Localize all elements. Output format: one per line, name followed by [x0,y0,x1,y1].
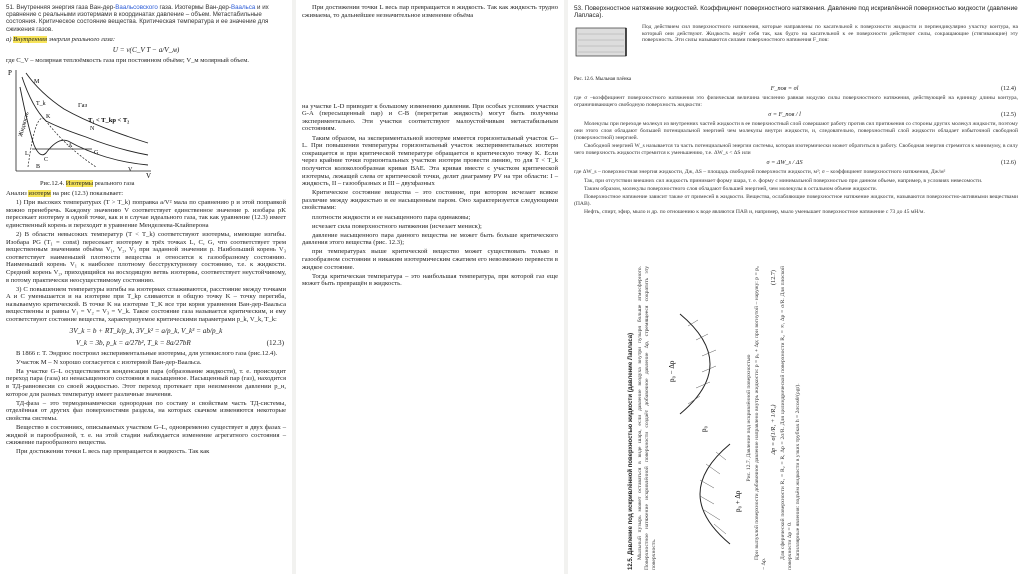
middle-column [296,21,564,288]
region-gas-label: Газ [78,102,88,109]
ambient-pressure-label: p₀ [700,426,709,432]
cv-definition: где C_V – молярная теплоёмкость газа при постоянном объёме; V_м молярный объем. [6,57,250,65]
temperature-relation-label: T₁ < T_kр < T₂ [88,117,130,124]
paragraph: При выпуклой поверхности добавочное давление направлено внутрь жидкости: p = p₀ + Δp; при вогнутой – наружу: p = p₀ − Δp. [754,266,767,570]
point-label-c: C [44,157,49,163]
axis-label-y: P [8,69,12,77]
paragraph: Таким образом, на экспериментальной изотерме имеется горизонтальный участок G–L. При повышении температуры горизонтальный участок экспериментальных изотерм сокращается и при критической температуре обращается в критическую точку K. Если через крайние точки горизонтальных участков изотерм провести линию, то для T < T_k получится колоколообразная кривая BAE. Эта кривая вместе с участком критической изотермы, лежащей слева от критической точки, делит диаграмму PV на три области: I –жидкость, II – газообразных и III – двухфазных [302,134,558,188]
list-item: исчезает сила поверхностного натяжения (исчезает мениск); [312,222,482,230]
point-label-n: N [90,126,95,132]
region-liquid-label: Жидкость [18,111,31,138]
paragraph: ТД-фаза – это термодинамически однородная по составу и свойствам часть ТД-системы, отделённая от других фаз поверхностями раздела, на которых скачком изменяются некоторые свойства системы. [6,399,286,422]
equation-number: (12.3) [266,338,284,347]
rotated-page-content [624,262,1024,574]
list-item: при температурах выше критической вещество может существовать только в газообразном состоянии и никаким изотермическим сжатием его невозможно перевести в жидкое состояние. [302,248,558,271]
paragraph: Так, при отсутствии внешних сил жидкость принимает форму шара, т. е. форму с минимальной поверхностью при данном объеме, например, в условиях невесомости. [584,177,983,184]
convex-pressure-label: p₀ + Δp [734,490,743,512]
middle-page [296,0,564,574]
heading-part: 51. Внутренняя энергия газа Ван-дер- [6,4,116,11]
highlight: изотерм [28,190,51,197]
rotated-page-title: 12.5. Давление под искривлённой поверхностью жидкости (давление Лапласа) [628,332,634,570]
paragraph: Молекулы при переходе молекул из внутренних частей жидкости в ее поверхностный слой совершают работу против сил притяжения со стороны других молекул жидкости, поэтому они этого слоя обладают большей потенциальной энергией чем молекулы внутри жидкости, и, следовательно, поверхностный слой жидкости обладает избыточной свободной (поверхностной) энергией. [574,121,1018,141]
paragraph: Под действием сил поверхностного натяжения, которые направлены по касательной к поверхности жидкости и перпендикулярно участку контура, на который они действуют. Жидкость ведёт себя так, как будто на касательной к ее поверхности действуют силы, сокращающие (стягивающие) эту поверхность. Эти силы называются силами поверхностного натяжения F_пов: [642,23,1018,44]
paragraph: Тогда критическая температура – это наибольшая температура, при которой газ еще может быть превращён в жидкость. [302,272,558,288]
highlight: Изотермы [65,180,94,187]
formula-12-6 [568,159,1024,168]
paragraph: 3) С повышением температуры изгибы на изотермах сглаживаются, расстояние между точками A и C уменьшается и на изотерме при T_kр сливаются в общую точку K – точку перегиба, называемую критической. В точке K на изотерме T_K все три корня уравнения Ван-дер-Ваальса вещественны и равны V₁ = V₂ = V₃ = V_k. Такое состояние газа называется критическим, и ему соответствуют состояние вещества, характеризуемое критическими параметрами p_k, V_k, T_k: [6,285,286,323]
heading-link[interactable]: Ваальсовского [115,4,158,11]
paragraph: На участке G–L осуществляется конденсация пара (образование жидкости), т. е. происходит переход пара (газа) из ненасыщенного состояния в насыщенное. Насыщенный пар (газ), находится в ТД-равновесии со своей жидкостью. Этот переход протекает при неизменном давлении p_н, которое для разных температур имеет различные значения. [6,367,286,398]
text-part: Анализ [6,190,29,197]
paragraph: Критическое состояние вещества – это состояние, при котором исчезает всякое различие между жидкостью и ее насыщенным паром. Оно характеризуется следующими свойствами: [302,189,558,212]
paragraph: Мыльный пузырь может оставаться в виде шара, если давление воздуха внутри пузыря больше атмосферного. Поверхностное натяжение искривлённой поверхности создаёт добавочное давление Δp, стремящееся сократить эту поверхность. [637,266,657,570]
concave-surface [680,314,710,414]
text-part: реального газа [93,180,135,187]
rotated-figure-caption: Рис. 12.7. Давление под искривлённой поверхностью [746,354,753,482]
paragraph: Нефть, спирт, эфир, мыло и др. по отношению к воде являются ПАВ и, например, мыло уменьшает поверхностное натяжение с 73 до 45 мН/м. [584,209,925,216]
equation-number: (12.5) [1001,110,1016,118]
paragraph: В 1866 г. Т. Эндрюс построил экспериментальные изотермы, для углекислого газа (рис.12.4). [16,349,278,357]
analysis-intro [6,190,286,198]
point-label-l: L [25,151,29,157]
list-item: плотности жидкости и ее насыщенного пара одинаковы; [312,213,471,221]
heading-part: газа. Изотермы Ван-дер- [157,4,231,11]
formula-critical-2 [0,338,292,348]
isotherm-figure [6,67,156,179]
point-label-g: G [94,150,99,156]
point-label-k: K [46,114,51,120]
paragraph: Капиллярные явления: подъём жидкости в узких трубках h = 2σcosθ/(ρgr). [794,383,801,560]
middle-top-paragraph: При достижении точки L весь пар превращается в жидкость. Так как жидкость трудно сжимаема, то дальнейшее незначительное изменение объёма [302,4,558,19]
soap-film-figure [574,24,632,83]
left-page [0,0,292,574]
tk-label: T_k [36,101,46,107]
isotherm-tk [22,77,148,155]
text-part: а) [6,35,14,43]
axis-label-x: V [146,172,152,179]
list-item: давление насыщенного пара данного вещества не может быть больше критического давления этого вещества (рис. 12.3); [302,231,558,247]
right-page [568,0,1024,574]
paragraph: Для сферической поверхности R₁ = R₂ = R, Δp = 2σ/R. Для цилиндрической поверхности R₂ = ∞, Δp = σ/R. Для плоской поверхности Δp = 0. [780,266,794,570]
formula-text: F_пов = σl [770,84,799,92]
paragraph: Поверхностное натяжение зависит также от примесей в жидкости. Вещества, ослабляющие поверхностное натяжение жидкости, называются поверхностно-активными веществами (ПАВ). [574,194,1018,208]
formula-internal-energy: U = ν(C_V T − a/V_м) [112,46,180,55]
paragraph: где ΔW_s – поверхностная энергия жидкости, Дж, ΔS – площадь свободной поверхности жидкости, м²; σ – коэффициент поверхностного натяжения, Дж/м² [574,169,946,176]
point-label-a: A [68,143,73,149]
formula-12-5 [568,111,1024,120]
formula-critical-1: 3V_k = b + RT_k/p_k, 3V_k² = a/p_k, V_k³ = ab/p_k [69,326,223,335]
paragraph: Таким образом, молекулы поверхностного слоя обладают большей энергией, чем молекулы в остальном объеме жидкости. [584,185,878,192]
equation-number: (12.6) [1001,158,1016,166]
text-part: на рис (12.3) показывает: [50,190,124,197]
isotherm-t1 [20,87,148,165]
convex-hatching [700,452,726,534]
formula-text: σ = F_пов / l [768,110,801,118]
text-part: энергия реального газа: [47,35,116,43]
highlight: Внутренняя [13,35,48,43]
paragraph: Свободной энергией W_s называется та часть потенциальной энергии системы, которая изотермически может обратиться в работу. Свободная энергия стремится к минимуму, в силу чего поверхность жидкости стремится к уменьшению, т.е. ΔW_s < ΔS или [574,143,1018,157]
paragraph: Участок M – N хорошо согласуется с изотермой Ван-дер-Ваальса. [16,358,202,366]
heading-link[interactable]: Ваальса [230,4,256,11]
point-label-b: B [36,164,41,170]
paragraph: 1) При высоких температурах (T > T_k) поправка a/V² мала по сравнению p и этой поправкой можно пренебречь. Каждому значению V соответствует единственное значение p. изобара pK пересекает изотерму в одной точке, как и в случае идеального газа, так как уравнение (12.3) имеет единственный корень и переходит в уравнение Менделеева-Клайперона [6,199,286,229]
internal-energy-title [6,36,286,44]
right-page-heading: 53. Поверхностное натяжение жидкостей. Коэффициент поверхностного натяжения. Давление под искривлённой поверхностью жидкости (давление Лапласа). [574,5,1018,20]
paragraph: где σ –коэффициент поверхностного натяжения это физическая величина численно равная модулю силы поверхностного натяжения, действующей на единицу длины контура, ограничивающего свободную поверхность жидкости: [574,95,1018,109]
point-label-m: M [34,79,40,85]
point-label-v: V [128,167,133,173]
formula-text: Δp = σ(1/R₁ + 1/R₂) [769,404,777,455]
equation-number: (12.4) [1001,84,1016,92]
left-page-heading [6,4,286,33]
intro-block [568,24,1024,83]
equation-number: (12.7) [769,270,777,285]
convex-surface [700,444,730,544]
formula-12-4 [568,85,1024,94]
paragraph: При достижении точки L весь пар превращается в жидкость. Так как [16,448,210,456]
rotated-page [624,262,1024,574]
formula-text: σ = ΔW_s / ΔS [766,158,803,166]
formula-text: V_k = 3b, p_k = a/27b², T_k = 8a/27bR [75,338,191,347]
heading-part: и их сравнение с реальными изотермами в координатах давление – объем. Метастабильные состояния. Критическое состояние вещества. Критическая температура и ее значение для сжижения газов. [6,4,269,33]
formula-12-7 [770,262,779,574]
concave-hatching [688,320,716,404]
figure-caption [40,180,286,187]
soap-film-drawing [574,24,632,72]
binodal-curve [28,118,96,167]
laplace-pressure-figure [660,294,744,554]
paragraph: Вещество в состояниях, описываемых участком G–L, одновременно существует в двух фазах – жидкой и парообразной, т. е. на этой стадии наблюдается изменение агрегатного состояния – сжижение парообразного вещества. [6,423,286,447]
soap-film-caption: Рис. 12.6. Мыльная плёнка [574,76,632,82]
concave-pressure-label: p₀ − Δp [668,360,677,382]
paragraph: 2) В области невысоких температур (T < T_k) соответствуют изотермы, имеющие изгибы. Изобара PG (T₁ = const) пересекает изотерму в трёх точках L, C, G, что соответствует трем вещественным значениям объёма V₁, V₂, V₃ при заданной значении p. Наибольший корень V₃ соответствует наименьшей плотности вещества и относится к газообразному состоянию. Наименьший корень V₁ к наиболее плотному бесструктурному состоянию, т.е. к жидкости. Средний корень V₂, приходящийся на восходящую ветвь изотермы, соответствует неустойчивому, в потому практически неосуществимому состоянию. [6,230,286,284]
paragraph: на участке L-D приводит к большому изменению давления. При особых условиях участки G-A (пересыщенный пар) и C-B (перегретая жидкость) могут быть получены экспериментально. Эти участки соответствуют малоустойчивым метастабильным состояниям. [302,102,558,133]
text-part: Рис.12.4. [40,180,66,187]
